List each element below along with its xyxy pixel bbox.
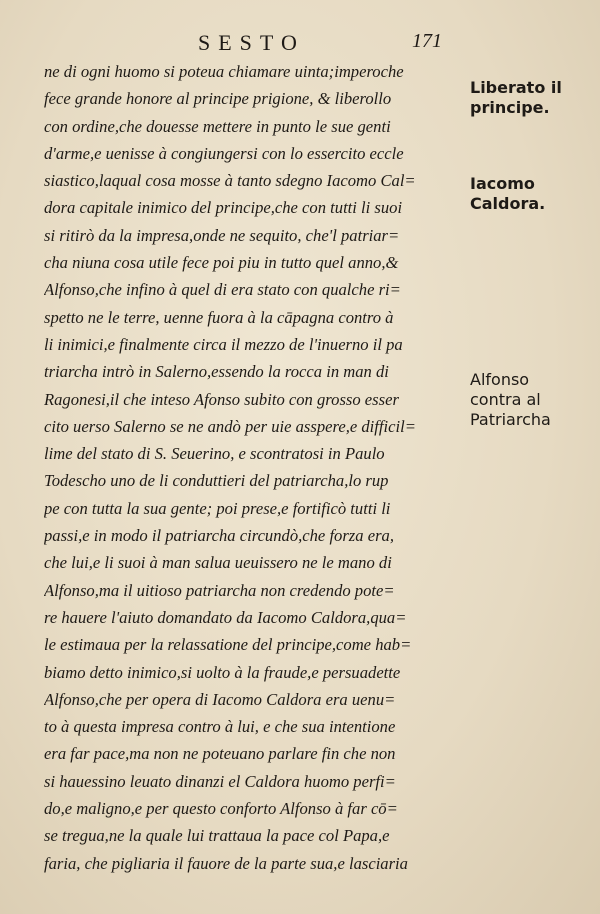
text-line: se tregua,ne la quale lui trattaua la pace col Papa,e bbox=[44, 826, 390, 846]
page-header bbox=[0, 30, 600, 58]
margin-note-alfonso bbox=[470, 370, 595, 430]
text-line: cito uerso Salerno se ne andò per uie asspere,e difficil= bbox=[44, 416, 416, 436]
text-line: era far pace,ma non ne poteuano parlare fin che non bbox=[44, 744, 396, 764]
margin-note-line: Alfonso bbox=[470, 370, 530, 389]
margin-note-line: Caldora. bbox=[470, 194, 546, 213]
text-line: siastico,laqual cosa mosse à tanto sdegno Iacomo Cal= bbox=[44, 171, 416, 191]
margin-note-line: contra al bbox=[470, 390, 541, 409]
text-line: le estimaua per la relassatione del principe,come hab= bbox=[44, 635, 412, 655]
text-line: biamo detto inimico,si uolto à la fraude,e persuadette bbox=[44, 662, 401, 682]
running-head: SESTO bbox=[198, 30, 305, 55]
text-line: Alfonso,che infino à quel di era stato con qualche ri= bbox=[44, 280, 401, 300]
margin-note-line: Liberato il bbox=[470, 78, 562, 97]
text-line: do,e maligno,e per questo conforto Alfonso à far cō= bbox=[44, 799, 398, 819]
text-line: spetto ne le terre, uenne fuora à la cāpagna contro à bbox=[44, 307, 394, 327]
margin-note-line: Iacomo bbox=[470, 174, 535, 193]
text-line: cha niuna cosa utile fece poi piu in tutto quel anno,& bbox=[44, 253, 399, 273]
margin-note-liberato bbox=[470, 78, 595, 118]
margin-note-line: Patriarcha bbox=[470, 410, 551, 429]
text-line: pe con tutta la sua gente; poi prese,e fortificò tutti li bbox=[44, 498, 391, 518]
text-line: si ritirò da la impresa,onde ne sequito, che'l patriar= bbox=[44, 225, 400, 245]
text-line: re hauere l'aiuto domandato da Iacomo Caldora,qua= bbox=[44, 607, 407, 627]
text-line: lime del stato di S. Seuerino, e scontratosi in Paulo bbox=[44, 444, 385, 464]
text-line: d'arme,e uenisse à congiungersi con lo essercito eccle bbox=[44, 143, 404, 163]
text-line: faria, che pigliaria il fauore de la parte sua,e lasciaria bbox=[44, 853, 408, 873]
text-line: dora capitale inimico del principe,che con tutti li suoi bbox=[44, 198, 403, 218]
margin-note-iacomo bbox=[470, 174, 595, 214]
text-line: si hauessino leuato dinanzi el Caldora huomo perfi= bbox=[44, 771, 396, 791]
page-number: 171 bbox=[412, 30, 442, 52]
text-line: che lui,e li suoi à man salua ueuissero ne le mano di bbox=[44, 553, 392, 573]
text-line: li inimici,e finalmente circa il mezzo de l'inuerno il pa bbox=[44, 334, 403, 354]
text-line: Alfonso,che per opera di Iacomo Caldora era uenu= bbox=[44, 689, 396, 709]
text-line: Ragonesi,il che inteso Afonso subito con grosso esser bbox=[44, 389, 399, 409]
text-line: triarcha intrò in Salerno,essendo la rocca in man di bbox=[44, 362, 389, 382]
text-line: con ordine,che douesse mettere in punto le sue genti bbox=[44, 116, 391, 136]
text-line: Todescho uno de li conduttieri del patriarcha,lo rup bbox=[44, 471, 389, 491]
text-line: Alfonso,ma il uitioso patriarcha non credendo pote= bbox=[44, 580, 395, 600]
text-line: to à questa impresa contro à lui, e che sua intentione bbox=[44, 717, 396, 737]
text-line: passi,e in modo il patriarcha circundò,che forza era, bbox=[44, 526, 394, 546]
main-text-block bbox=[44, 58, 464, 877]
text-line: fece grande honore al principe prigione, & liberollo bbox=[44, 89, 392, 109]
margin-note-line: principe. bbox=[470, 98, 550, 117]
text-line: ne di ogni huomo si poteua chiamare uinta;imperoche bbox=[44, 62, 404, 81]
